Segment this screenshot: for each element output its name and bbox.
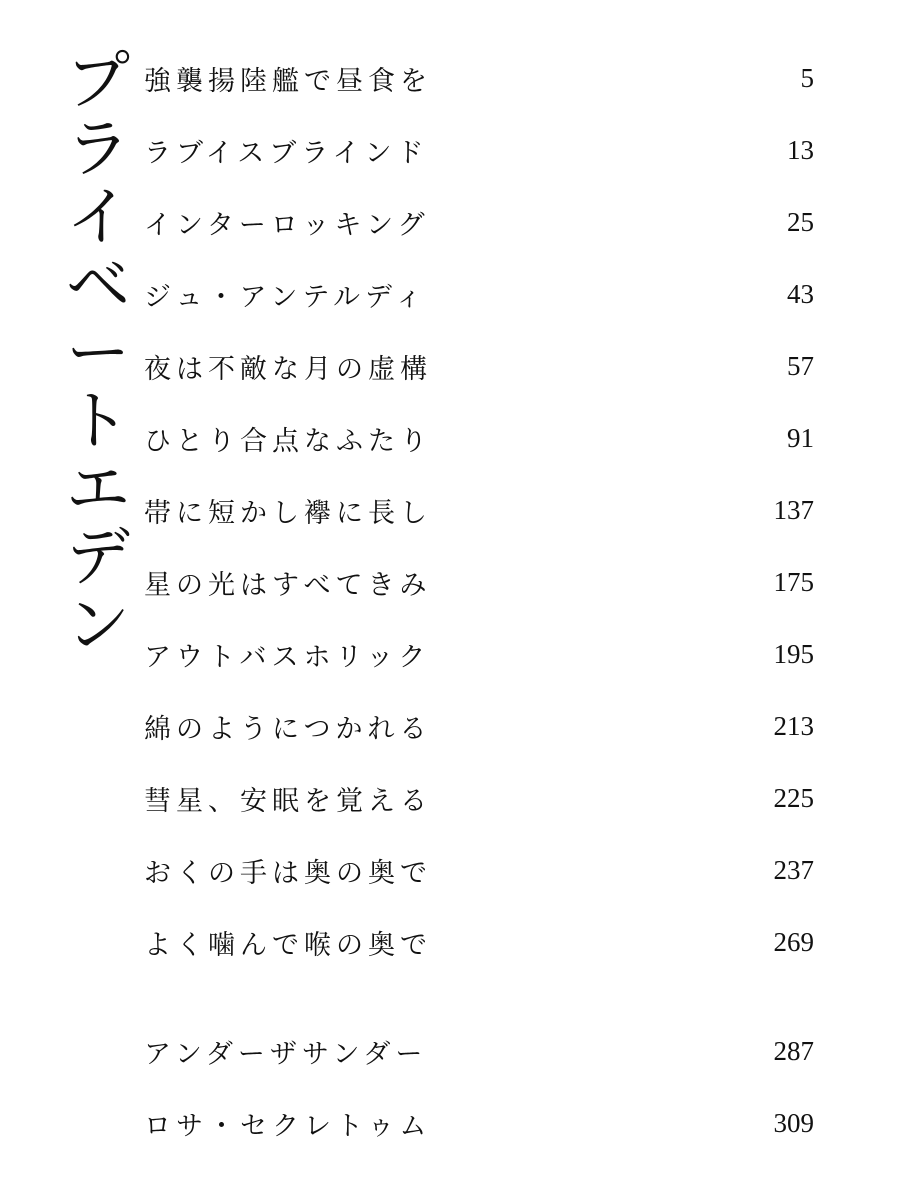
- book-title-char: プ: [66, 45, 130, 119]
- toc-entry-title: ラブイスブラインド: [144, 137, 429, 169]
- toc-entry-page: 213: [773, 710, 814, 741]
- toc-entry-page: 43: [787, 278, 814, 309]
- toc-entry[interactable]: [144, 626, 814, 682]
- toc-entry[interactable]: [144, 698, 814, 754]
- toc-entry-page: 91: [787, 422, 814, 453]
- toc-entry-title: インターロッキング: [144, 209, 430, 241]
- toc-entry[interactable]: [144, 338, 814, 394]
- toc-entry-page: 13: [787, 134, 814, 165]
- toc-entry-page: 287: [773, 1035, 814, 1066]
- toc-entry-page: 57: [787, 350, 814, 381]
- toc-entry-page: 137: [773, 494, 814, 525]
- book-title-char: エ: [66, 453, 130, 527]
- toc-entry[interactable]: [144, 914, 814, 970]
- toc-entry-page: 195: [773, 638, 814, 669]
- book-title-char: ー: [66, 317, 130, 391]
- toc-entry[interactable]: [144, 770, 814, 826]
- toc-entry-title: ロサ・セクレトゥム: [144, 1110, 432, 1142]
- toc-entry[interactable]: [144, 482, 814, 538]
- toc-entry[interactable]: [144, 842, 814, 898]
- book-title-char: イ: [66, 181, 130, 255]
- toc-entry-title: おくの手は奥の奥で: [144, 857, 432, 889]
- toc-entry[interactable]: [144, 50, 814, 106]
- toc-entry-title: 強襲揚陸艦で昼食を: [144, 65, 432, 97]
- toc-entry-page: 225: [773, 782, 814, 813]
- toc-entry-title: アウトバスホリック: [144, 641, 431, 673]
- toc-entry-title: 帯に短かし襷に長し: [144, 497, 432, 529]
- book-title-char: ト: [66, 385, 130, 459]
- toc-entry-page: 269: [773, 926, 814, 957]
- toc-entry[interactable]: [144, 1095, 814, 1151]
- toc-entry-title: 綿のようにつかれる: [144, 713, 432, 745]
- toc-entry-title: 夜は不敵な月の虚構: [144, 353, 432, 385]
- toc-entry[interactable]: [144, 122, 814, 178]
- book-title-char: ラ: [66, 113, 130, 187]
- book-title: [58, 45, 138, 663]
- toc-entry-title: よく噛んで喉の奥で: [144, 929, 432, 961]
- toc-entry-title: ジュ・アンテルディ: [144, 281, 427, 313]
- toc-entry[interactable]: [144, 194, 814, 250]
- toc-entry[interactable]: [144, 410, 814, 466]
- toc-entry[interactable]: [144, 554, 814, 610]
- toc-entry-title: 彗星、安眠を覚える: [144, 785, 432, 817]
- toc-entry[interactable]: [144, 1023, 814, 1079]
- toc-entry-page: 175: [773, 566, 814, 597]
- toc-entry-page: 25: [787, 206, 814, 237]
- toc-entry-title: アンダーザサンダー: [144, 1038, 428, 1070]
- toc-entry-title: 星の光はすべてきみ: [144, 569, 432, 601]
- book-title-char: デ: [66, 521, 130, 595]
- toc-entry-page: 5: [800, 62, 814, 93]
- toc-entry[interactable]: [144, 266, 814, 322]
- toc-entry-page: 309: [773, 1107, 814, 1138]
- toc-entry-title: ひとり合点なふたり: [144, 425, 432, 457]
- book-title-char: ン: [66, 589, 130, 663]
- toc-entry-page: 237: [773, 854, 814, 885]
- book-title-char: ベ: [66, 249, 130, 323]
